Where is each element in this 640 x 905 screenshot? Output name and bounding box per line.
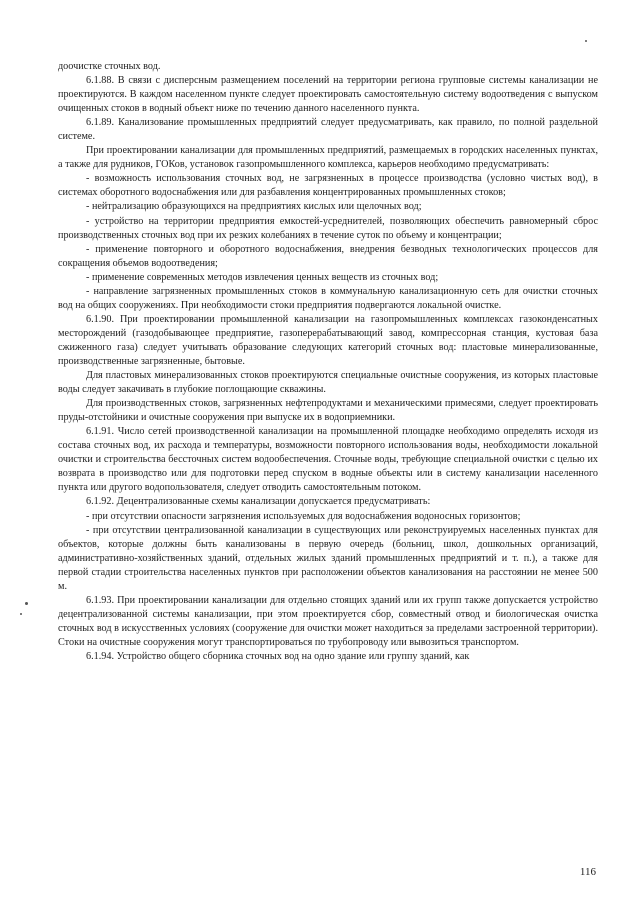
paragraph: 6.1.89. Канализование промышленных предприятий следует предусматривать, как правило, по полной раздельной системе.: [58, 117, 598, 143]
list-item: - применение современных методов извлечения ценных веществ из сточных вод;: [86, 271, 439, 283]
list-item: - применение повторного и оборотного водоснабжения, внедрения безводных технологических процессов для сокращения объемов водоотведения;: [58, 243, 598, 269]
paragraph: доочистке сточных вод.: [58, 61, 161, 72]
paragraph: При проектировании канализации для промышленных предприятий, размещаемых в городских населенных пунктах, а также для рудников, ГОКов, установок газопромышленного комплекса, карьеров необходимо предусматривать:: [58, 145, 598, 171]
paragraph: 6.1.92. Децентрализованные схемы канализации допускается предусматривать:: [86, 496, 431, 508]
scan-speck: [20, 613, 22, 615]
paragraph: 6.1.93. При проектировании канализации для отдельно стоящих зданий или их групп также допускается устройство децентрализованной системы канализации, при этом проектируется сбор, совместный отвод и биологическая очистка сточных вод в искусственных условиях (сооружение для очистки может находиться за пределами застроенной территории). Стоки на очистные сооружения могут транспортироваться по трубопроводу или вывозиться транспортом.: [58, 594, 598, 648]
list-item: - направление загрязненных промышленных стоков в коммунальную канализационную сеть для очистки сточных вод на общих сооружениях. При необходимости стоки предприятия подвергаются локальной очистке.: [58, 285, 598, 311]
paragraph: Для производственных стоков, загрязненных нефтепродуктами и механическими примесями, следует проектировать пруды-отстойники и очистные сооружения при выпуске их в водоприемники.: [58, 398, 598, 424]
paragraph: 6.1.94. Устройство общего сборника сточных вод на одно здание или группу зданий, как: [86, 650, 470, 662]
list-item: - нейтрализацию образующихся на предприятиях кислых или щелочных вод;: [86, 201, 422, 213]
scan-speck: [25, 602, 28, 605]
list-item: - возможность использования сточных вод, не загрязненных в процессе производства (условно чистых вод), в системах оборотного водоснабжения или для разбавления концентрированных промышленных стоков;: [58, 173, 598, 199]
list-item: - устройство на территории предприятия емкостей-усреднителей, позволяющих обеспечить равномерный сброс производственных сточных вод при их резких колебаниях в течение суток по объему и концентрации;: [58, 215, 598, 241]
paragraph: 6.1.90. При проектировании промышленной канализации на газопромышленных комплексах газоконденсатных месторождений (газодобывающее предприятие, газоперерабатывающий завод, компрессорная станция, кустовая база сжиженного газа) следует учитывать образование следующих категорий сточных вод: пластовые минерализованные, производственные загрязненные, бытовые.: [58, 313, 598, 367]
list-item: - при отсутствии опасности загрязнения используемых для водоснабжения водоносных горизонтов;: [86, 510, 521, 522]
scan-speck: [585, 40, 587, 42]
paragraph: 6.1.91. Число сетей производственной канализации на промышленной площадке необходимо определять исходя из состава сточных вод, их расхода и температуры, возможности повторного использования воды, необходимости локальной очистки и строительства бессточных систем водообеспечения. Сточные воды, требующие специальной очистки с целью их возврата в производство или для подготовки перед спуском в водные объекты или в систему канализации населенного пункта или другого водопользователя, следует отводить самостоятельным потоком.: [58, 426, 598, 494]
list-item: - при отсутствии централизованной канализации в существующих или реконструируемых населенных пунктах для объектов, которые должны быть канализованы в первую очередь (больниц, школ, дошкольных организаций, административно-хозяйственных зданий, отдельных жилых зданий промышленных предприятий и т. п.), а также для первой стадии строительства населенных пунктов при расположении объектов канализования на расстоянии не менее 500 м.: [58, 524, 598, 592]
page-number: 116: [579, 866, 596, 878]
paragraph: 6.1.88. В связи с дисперсным размещением поселений на территории региона групповые системы канализации не проектируются. В каждом населенном пункте следует проектировать самостоятельную систему водоотведения с выпуском очищенных стоков в водный объект ниже по течению данного населенного пункта.: [58, 75, 598, 115]
paragraph: Для пластовых минерализованных стоков проектируются специальные очистные сооружения, из которых пластовые воды следует закачивать в глубокие поглощающие скважины.: [58, 370, 598, 396]
